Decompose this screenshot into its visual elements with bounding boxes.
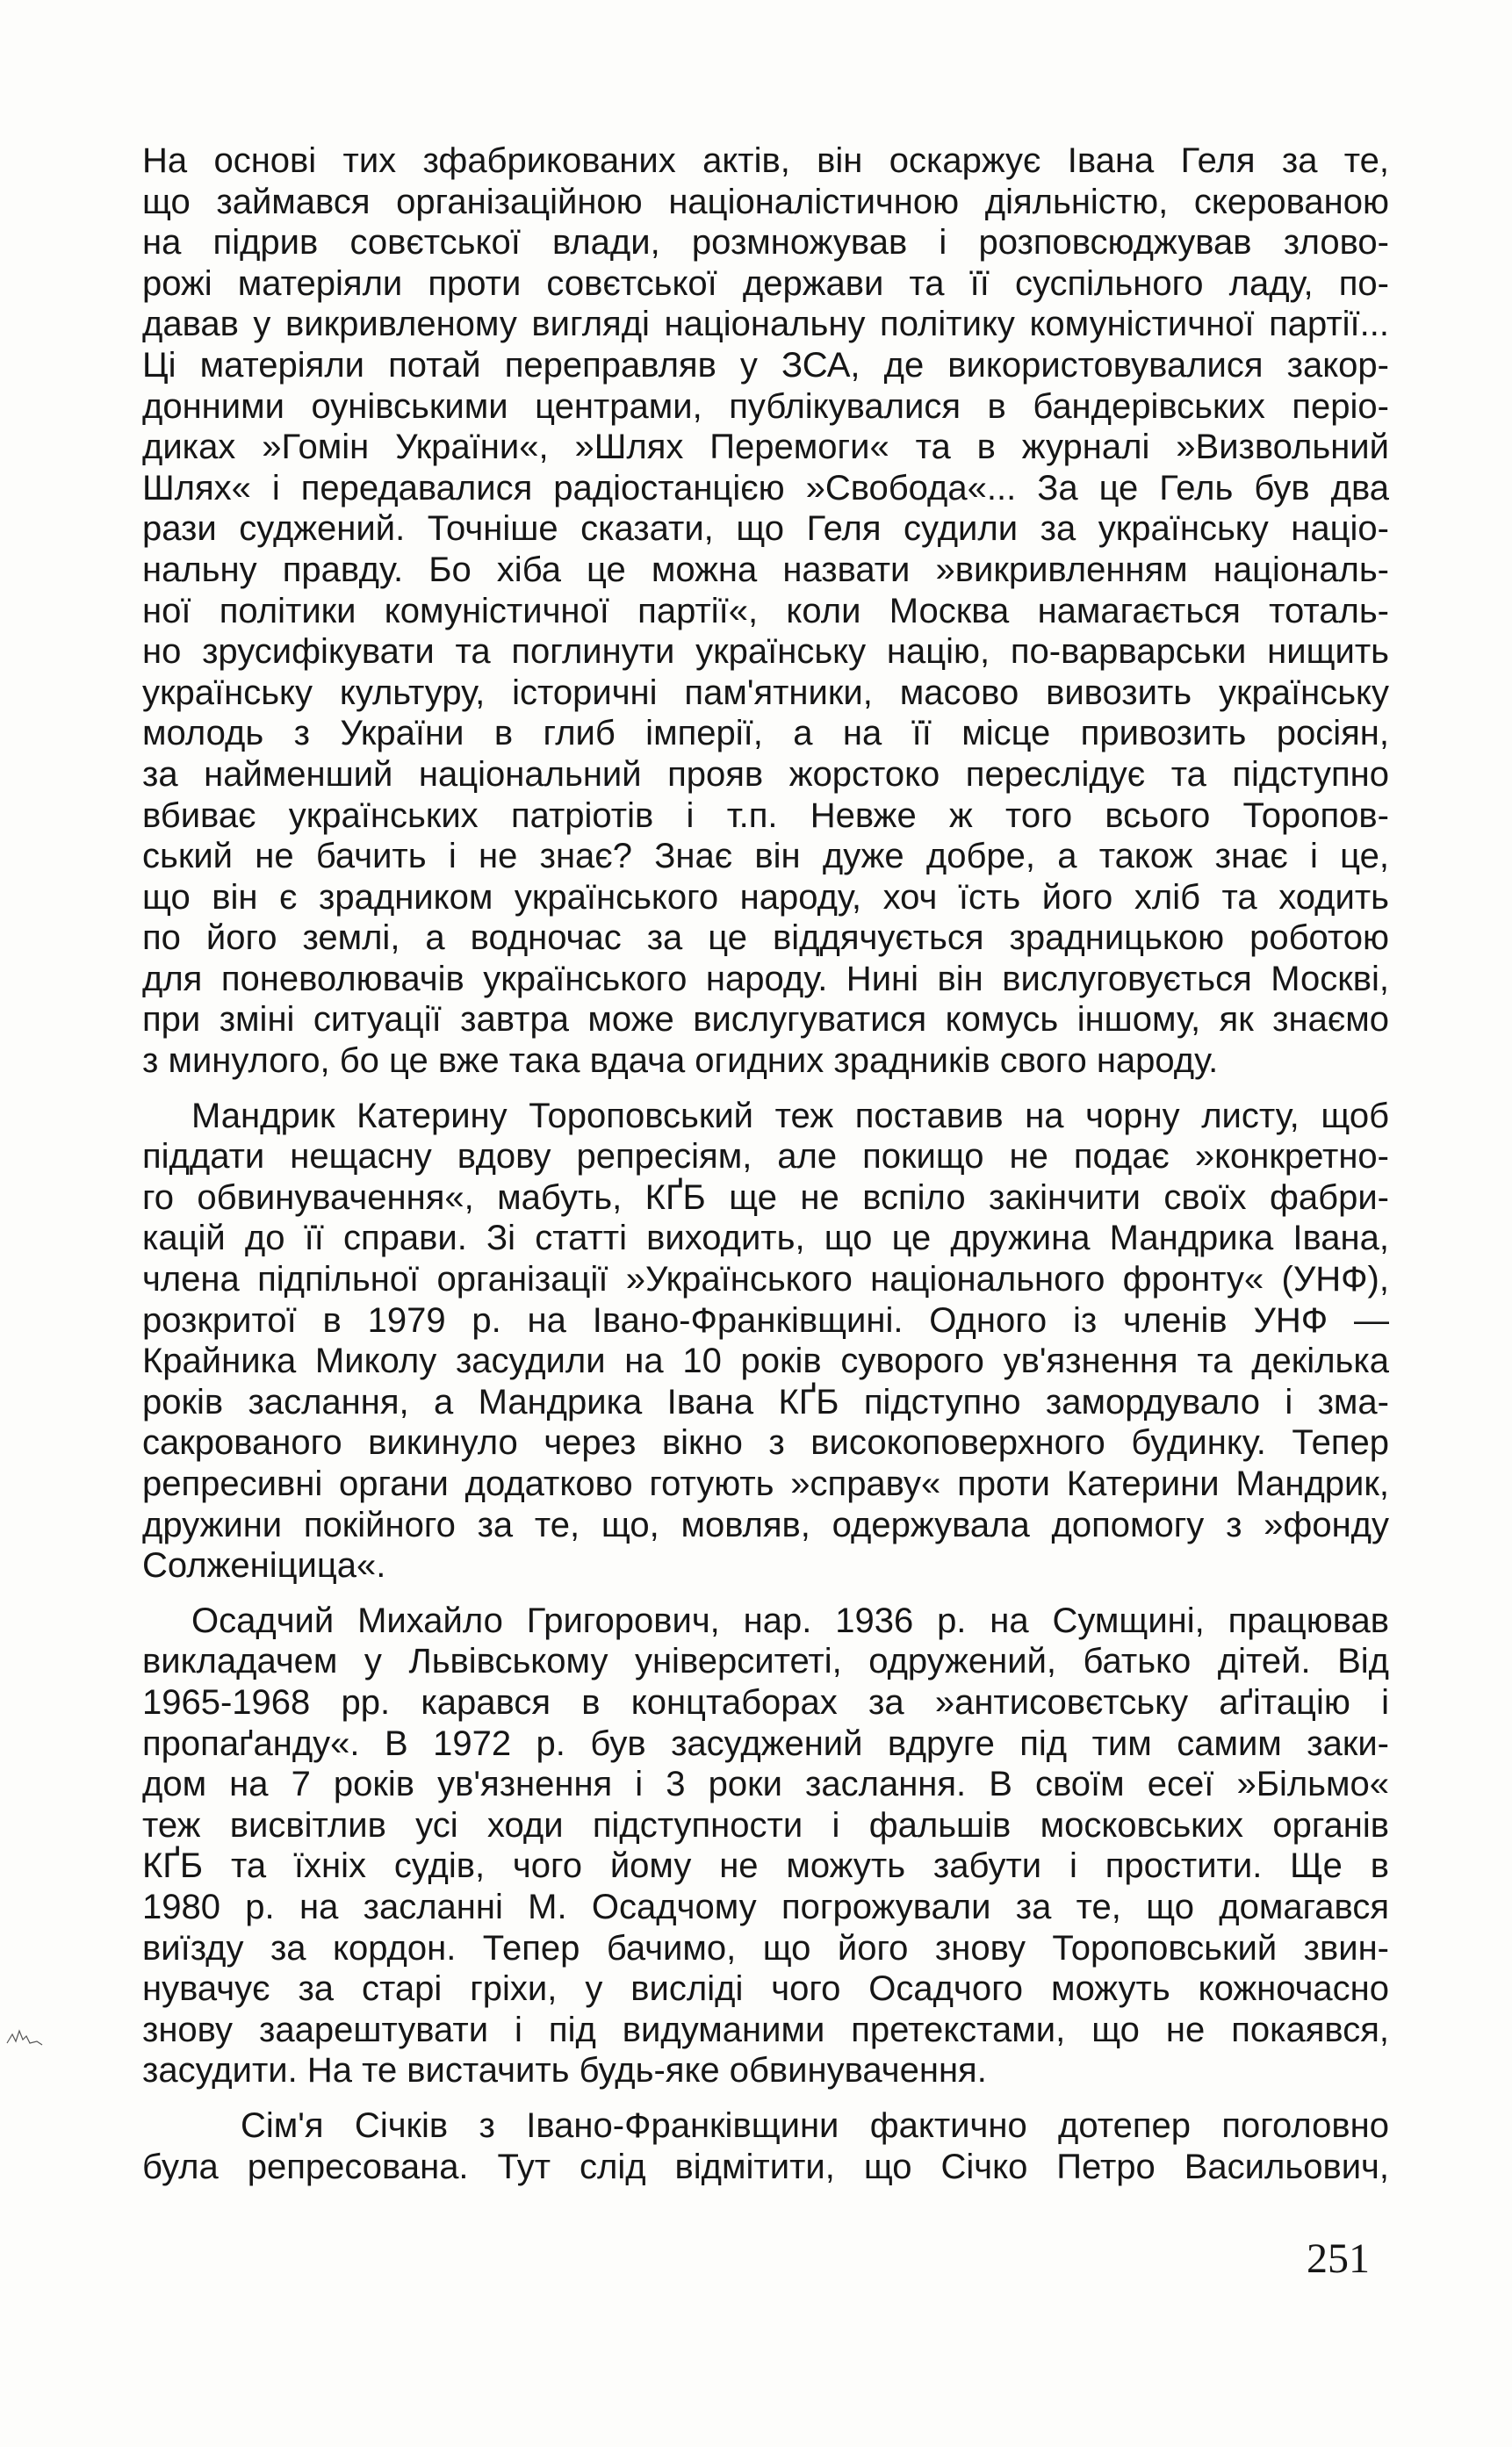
- text-line: вбиває українських патріотів і т.п. Невже ж того всього Торопов-: [142, 795, 1389, 835]
- text-line: На основі тих зфабрикованих актів, він оскаржує Івана Геля за те,: [142, 141, 1389, 180]
- paragraph-3: [142, 1601, 1389, 2091]
- text-line: КҐБ та їхніх судів, чого йому не можуть забути і простити. Ще в: [142, 1846, 1389, 1886]
- paragraph-gap: [142, 2091, 1389, 2105]
- text-line: років заслання, а Мандрика Івана КҐБ підступно замордувало і зма-: [142, 1382, 1389, 1421]
- text-line: для поневолювачів українського народу. Нині він вислуговується Москві,: [142, 959, 1389, 998]
- text-line: засудити. На те вистачить будь-яке обвинувачення.: [142, 2051, 987, 2091]
- text-line: ський не бачить і не знає? Знає він дуже добре, а також знає і це,: [142, 837, 1389, 876]
- text-line: диках »Гомін України«, »Шлях Перемоги« та в журналі »Визвольний: [142, 428, 1389, 467]
- text-line: викладачем у Львівському університеті, одружений, батько дітей. Від: [142, 1642, 1389, 1681]
- text-line: за найменший національний прояв жорстоко переслідує та підступно: [142, 754, 1389, 794]
- text-line: пропаґанду«. В 1972 р. був засуджений вдруге під тим самим заки-: [142, 1724, 1389, 1763]
- page-number: 251: [1307, 2235, 1370, 2282]
- text-line: члена підпільної організації »Українського національного фронту« (УНФ),: [142, 1260, 1389, 1299]
- text-line: донними оунівськими центрами, публікувалися в бандерівських періо-: [142, 386, 1389, 426]
- text-line: розкритої в 1979 р. на Івано-Франківщині. Одного із членів УНФ —: [142, 1300, 1389, 1340]
- text-line: теж висвітлив усі ходи підступности і фальшів московських органів: [142, 1805, 1389, 1845]
- text-line: ної політики комуністичної партії«, коли Москва намагається тоталь-: [142, 591, 1389, 630]
- paragraph-gap: [142, 1587, 1389, 1601]
- text-line: кацій до її справи. Зі статті виходить, що це дружина Мандрика Івана,: [142, 1219, 1389, 1258]
- body-text: [142, 140, 1389, 2187]
- scan-artifact-mark: [4, 2024, 46, 2050]
- text-line: піддати нещасну вдову репресіям, але покищо не подає »конкретно-: [142, 1137, 1389, 1177]
- paragraph-2: [142, 1096, 1389, 1587]
- text-line: Солженіцица«.: [142, 1546, 386, 1586]
- text-line: рази суджений. Точніше сказати, що Геля судили за українську націо-: [142, 509, 1389, 549]
- text-line: сакрованого викинуло через вікно з високоповерхного будинку. Тепер: [142, 1423, 1389, 1463]
- text-line: при зміні ситуації завтра може вислугуватися комусь іншому, як знаємо: [142, 1000, 1389, 1040]
- text-line: знову заарештувати і під видуманими претекстами, що не покаявся,: [142, 2010, 1389, 2049]
- text-line: нувачує за старі гріхи, у висліді чого Осадчого можуть кожночасно: [142, 1969, 1389, 2009]
- text-line: українську культуру, історичні пам'ятники, масово вивозить українську: [142, 673, 1389, 712]
- text-line: дом на 7 років ув'язнення і 3 роки заслання. В своїм есеї »Більмо«: [142, 1765, 1389, 1804]
- text-line: Мандрик Катерину Тороповський теж поставив на чорну листу, щоб: [191, 1096, 1389, 1135]
- paragraph-gap: [142, 1082, 1389, 1096]
- paragraph-1: [142, 140, 1389, 1082]
- text-line: по його землі, а водночас за це віддячується зрадницькою роботою: [142, 918, 1389, 958]
- text-line: дружини покійного за те, що, мовляв, одержувала допомогу з »фонду: [142, 1505, 1389, 1544]
- text-line: Осадчий Михайло Григорович, нар. 1936 р. на Сумщині, працював: [191, 1601, 1389, 1640]
- text-line: давав у викривленому вигляді національну політику комуністичної партії...: [142, 305, 1389, 344]
- text-line: що займався організаційною націоналістичною діяльністю, скерованою: [142, 182, 1389, 221]
- text-line: Сім'я Січків з Івано-Франківщини фактично дотепер поголовно: [241, 2105, 1389, 2145]
- text-line: з минулого, бо це вже така вдача огидних зрадників свого народу.: [142, 1041, 1219, 1081]
- text-line: но зрусифікувати та поглинути українську націю, по-варварськи нищить: [142, 632, 1389, 672]
- text-line: Шлях« і передавалися радіостанцією »Свобода«... За це Гель був два: [142, 468, 1389, 507]
- text-line: виїзду за кордон. Тепер бачимо, що його знову Тороповський звин-: [142, 1928, 1389, 1968]
- text-line: була репресована. Тут слід відмітити, що Січко Петро Васильович,: [142, 2147, 1389, 2186]
- text-line: Крайника Миколу засудили на 10 років суворого ув'язнення та декілька: [142, 1342, 1389, 1381]
- text-line: рожі матеріяли проти совєтської держави та її суспільного ладу, по-: [142, 263, 1389, 303]
- text-line: нальну правду. Бо хіба це можна назвати »викривленням національ-: [142, 550, 1389, 589]
- text-line: Ці матеріяли потай переправляв у ЗСА, де використовувалися закор-: [142, 345, 1389, 385]
- text-line: репресивні органи додатково готують »справу« проти Катерини Мандрик,: [142, 1465, 1389, 1503]
- text-line: що він є зрадником українського народу, хоч їсть його хліб та ходить: [142, 877, 1389, 917]
- text-line: го обвинувачення«, мабуть, КҐБ ще не вспіло закінчити своїх фабри-: [142, 1177, 1389, 1217]
- text-line: 1965-1968 рр. карався в концтаборах за »антисовєтську аґітацію і: [142, 1682, 1389, 1722]
- text-line: на підрив совєтської влади, розмножував і розповсюджував злово-: [142, 223, 1389, 263]
- text-line: молодь з України в глиб імперії, а на її місце привозить росіян,: [142, 714, 1389, 753]
- text-line: 1980 р. на засланні М. Осадчому погрожували за те, що домагався: [142, 1887, 1389, 1926]
- paragraph-4: [142, 2105, 1389, 2187]
